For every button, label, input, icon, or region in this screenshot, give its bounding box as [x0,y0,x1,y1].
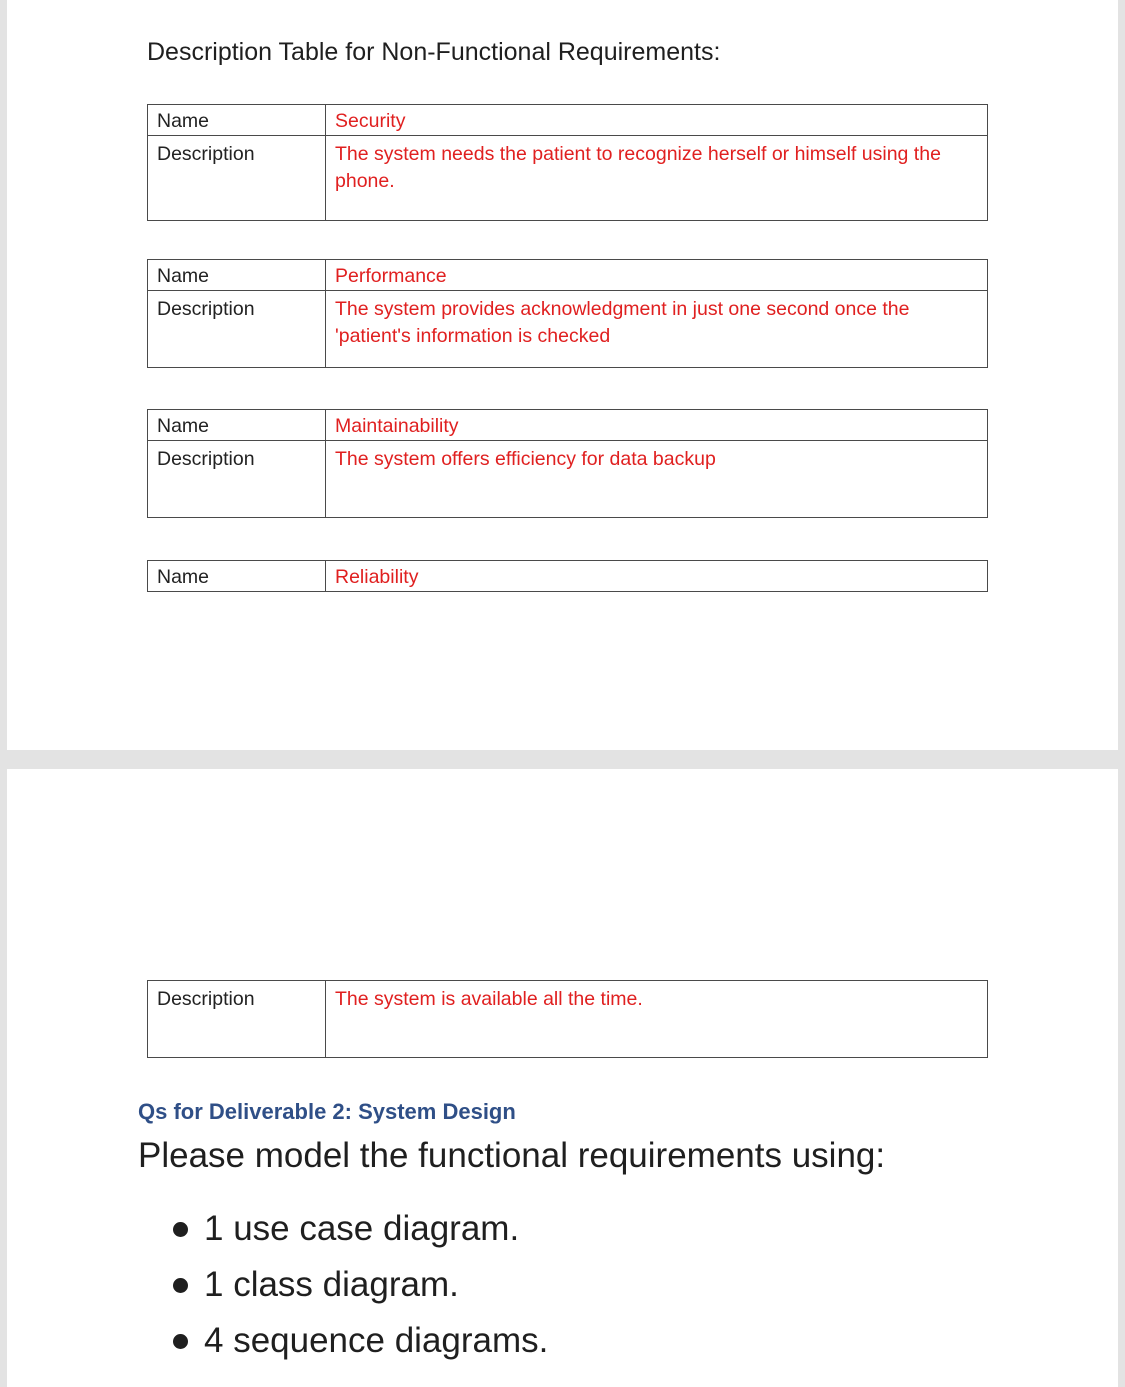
list-item-text: 1 class diagram. [204,1265,459,1304]
requirement-table-maintainability [147,409,988,518]
list-item-text: 4 sequence diagrams. [204,1321,549,1360]
description-label: Description [148,291,326,368]
list-item [138,1313,548,1369]
requirement-table-reliability [147,560,988,592]
requirement-name: Security [326,105,988,136]
requirement-name: Reliability [326,561,988,592]
list-item-text: 1 use case diagram. [204,1209,520,1248]
document-page-2 [7,769,1118,1387]
instruction-text: Please model the functional requirements using: [138,1136,886,1175]
requirement-name: Maintainability [326,410,988,441]
requirement-name: Performance [326,260,988,291]
bullet-icon [173,1278,188,1293]
document-page-1 [7,0,1118,750]
description-label: Description [148,981,326,1058]
list-item [138,1257,548,1313]
requirement-table-reliability-continued [147,980,988,1058]
name-label: Name [148,260,326,291]
name-label: Name [148,105,326,136]
page-heading: Description Table for Non-Functional Requirements: [147,38,721,66]
requirement-description: The system needs the patient to recognize herself or himself using the phone. [326,136,988,221]
description-label: Description [148,441,326,518]
bullet-icon [173,1334,188,1349]
name-label: Name [148,410,326,441]
deliverable-title: Qs for Deliverable 2: System Design [138,1099,516,1124]
bullet-icon [173,1222,188,1237]
requirement-description: The system is available all the time. [326,981,988,1058]
description-label: Description [148,136,326,221]
requirement-description: The system provides acknowledgment in just one second once the 'patient's information is checked [326,291,988,368]
list-item [138,1201,548,1257]
deliverable-list [138,1201,548,1369]
name-label: Name [148,561,326,592]
requirement-table-performance [147,259,988,368]
requirement-description: The system offers efficiency for data backup [326,441,988,518]
requirement-table-security [147,104,988,221]
